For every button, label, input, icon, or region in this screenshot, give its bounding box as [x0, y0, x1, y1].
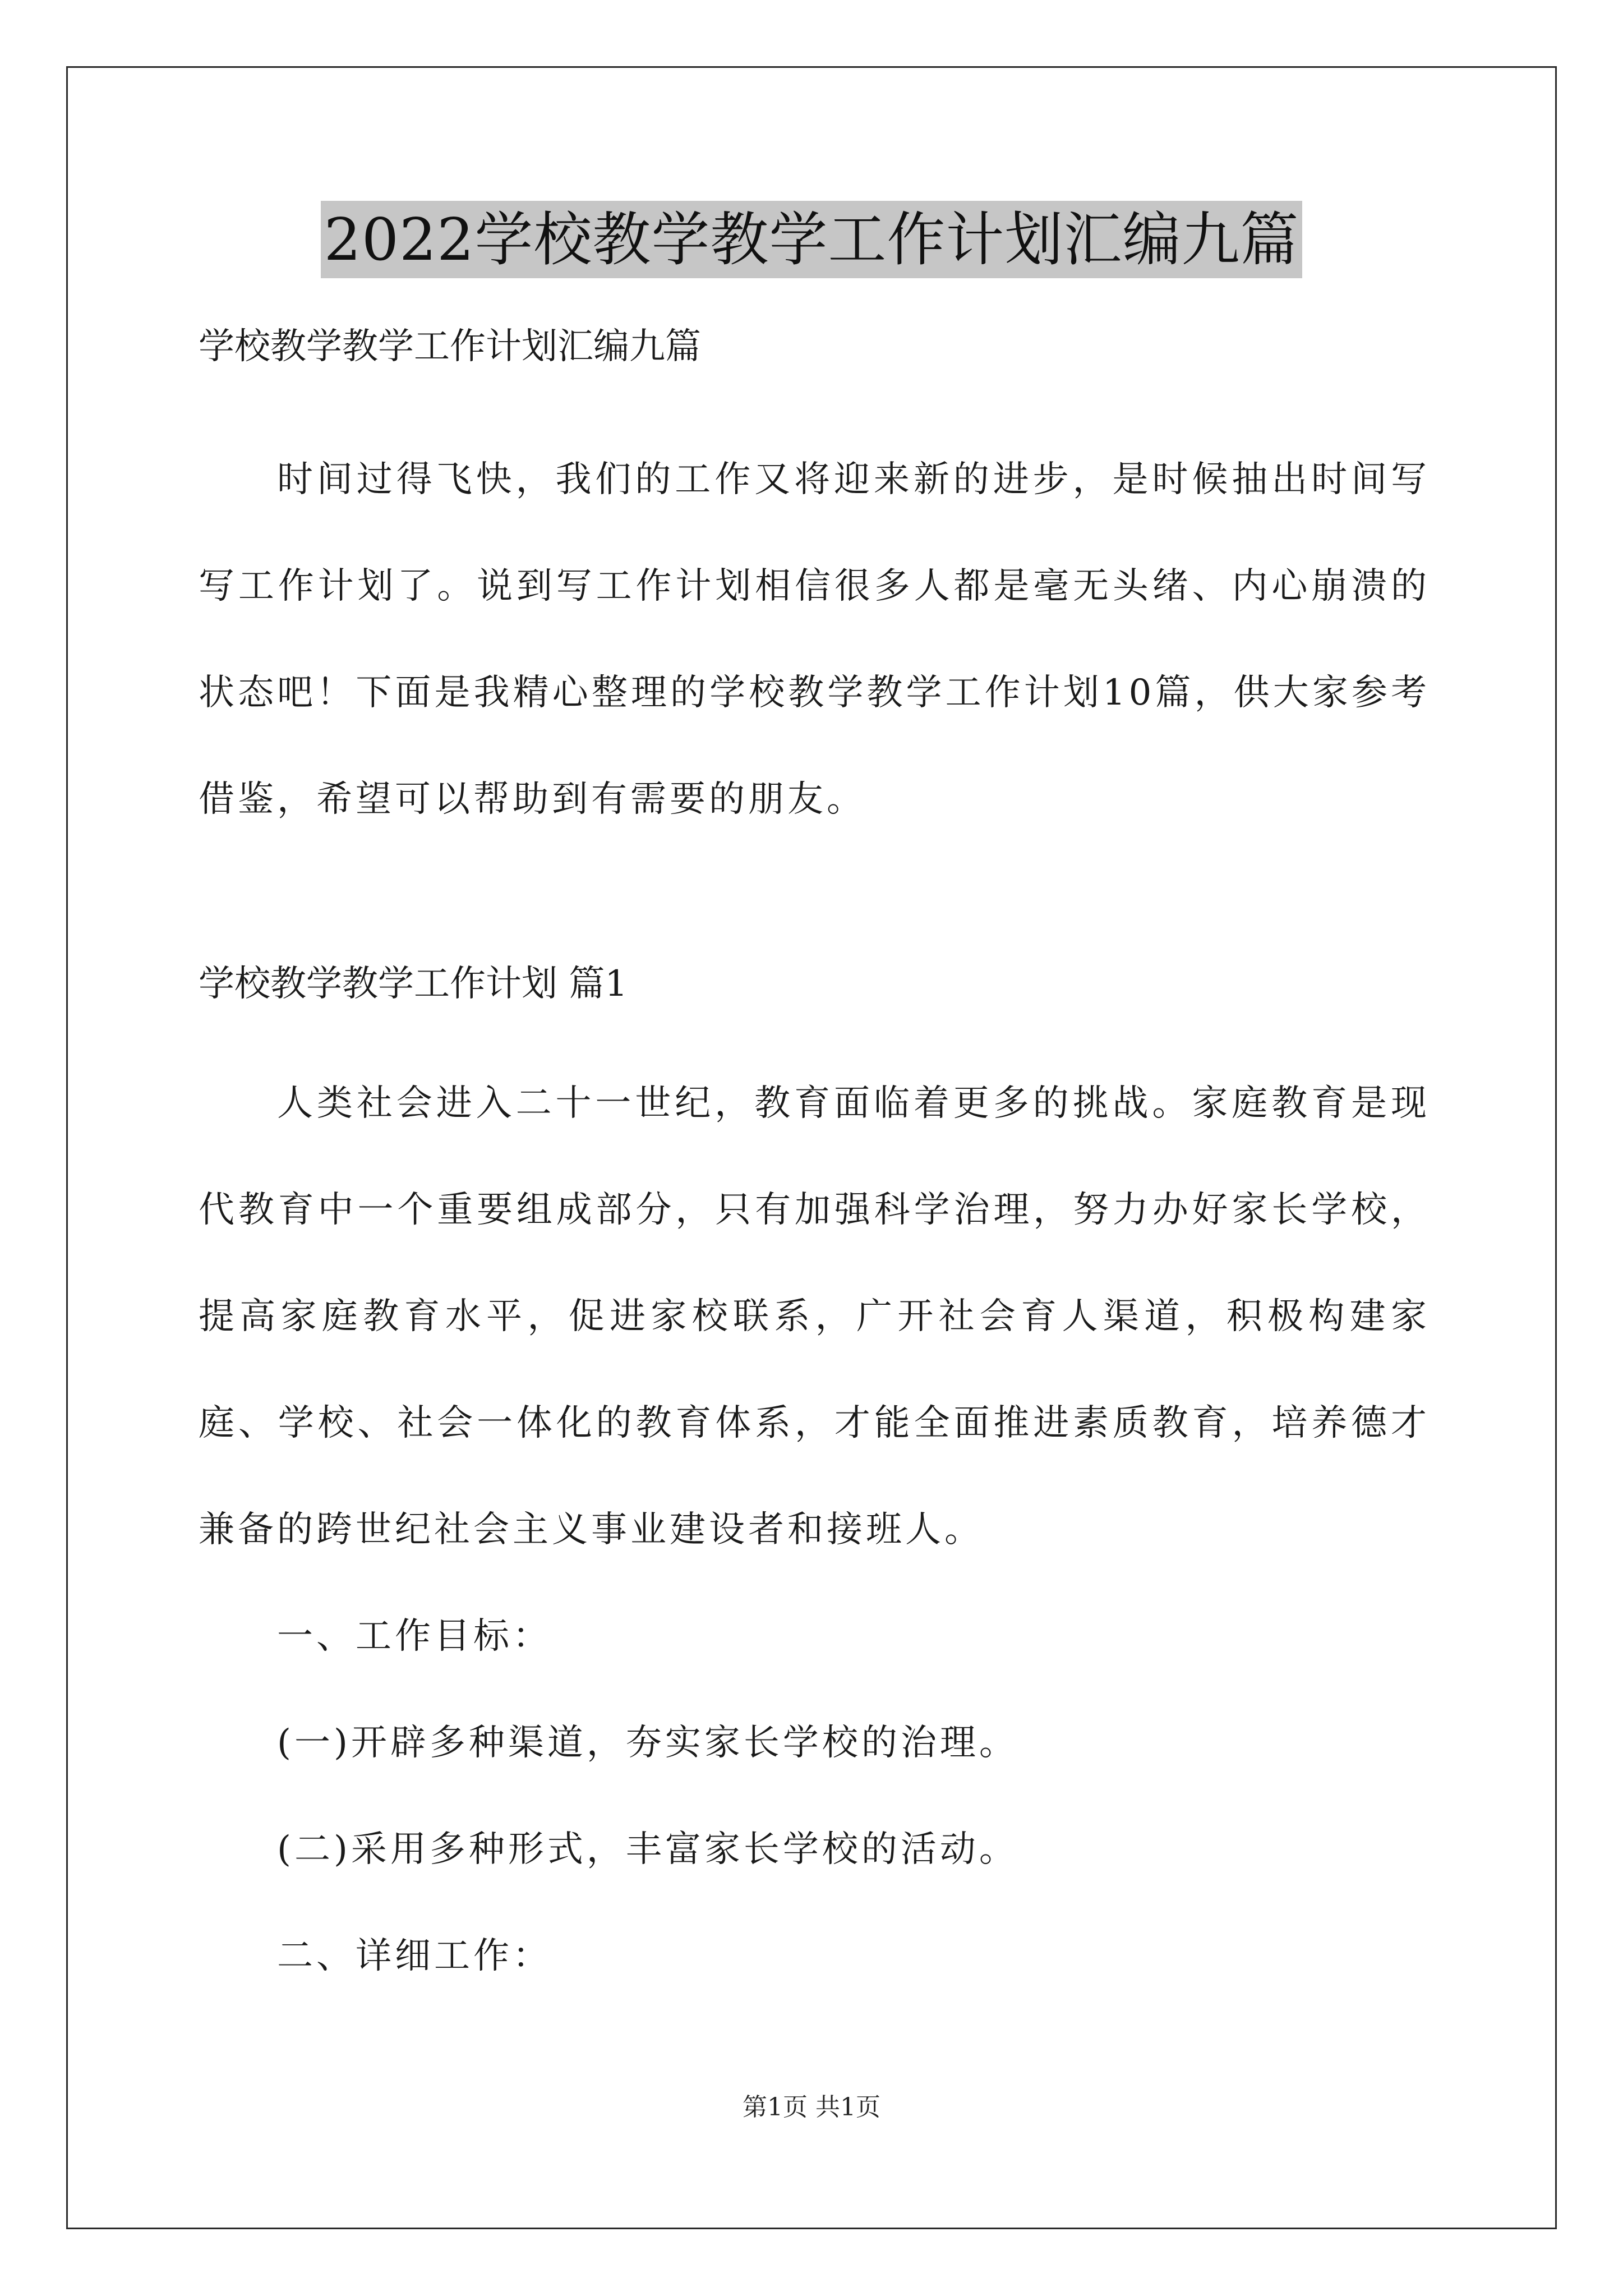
work-goals-heading: 一、工作目标： — [277, 1616, 552, 1657]
document-subtitle: 学校教学教学工作计划汇编九篇 — [199, 326, 701, 367]
document-title: 2022学校教学教学工作计划汇编九篇 — [321, 201, 1303, 278]
goal-item-2: (二)采用多种形式，丰富家长学校的活动。 — [277, 1829, 1018, 1870]
intro-paragraph: 时间过得飞快，我们的工作又将迎来新的进步，是时候抽出时间写写工作计划了。说到写工作计划相信很多人都是毫无头绪、内心崩溃的状态吧！下面是我精心整理的学校教学教学工作计划10篇，供大家参考借鉴，希望可以帮助到有需要的朋友。 — [199, 459, 1430, 820]
detailed-work-heading: 二、详细工作： — [277, 1935, 552, 1977]
section-paragraph: 人类社会进入二十一世纪，教育面临着更多的挑战。家庭教育是现代教育中一个重要组成部分，只有加强科学治理，努力办好家长学校，提高家庭教育水平，促进家校联系，广开社会育人渠道，积极构建家庭、学校、社会一体化的教育体系，才能全面推进素质教育，培养德才兼备的跨世纪社会主义事业建设者和接班人。 — [199, 1083, 1430, 1550]
title-wrapper — [0, 201, 1623, 278]
document-body — [199, 320, 1430, 2009]
section-heading: 学校教学教学工作计划 篇1 — [199, 963, 628, 1005]
page-footer: 第1页 共1页 — [743, 2093, 880, 2122]
goal-item-1: (一)开辟多种渠道，夯实家长学校的治理。 — [277, 1722, 1018, 1764]
